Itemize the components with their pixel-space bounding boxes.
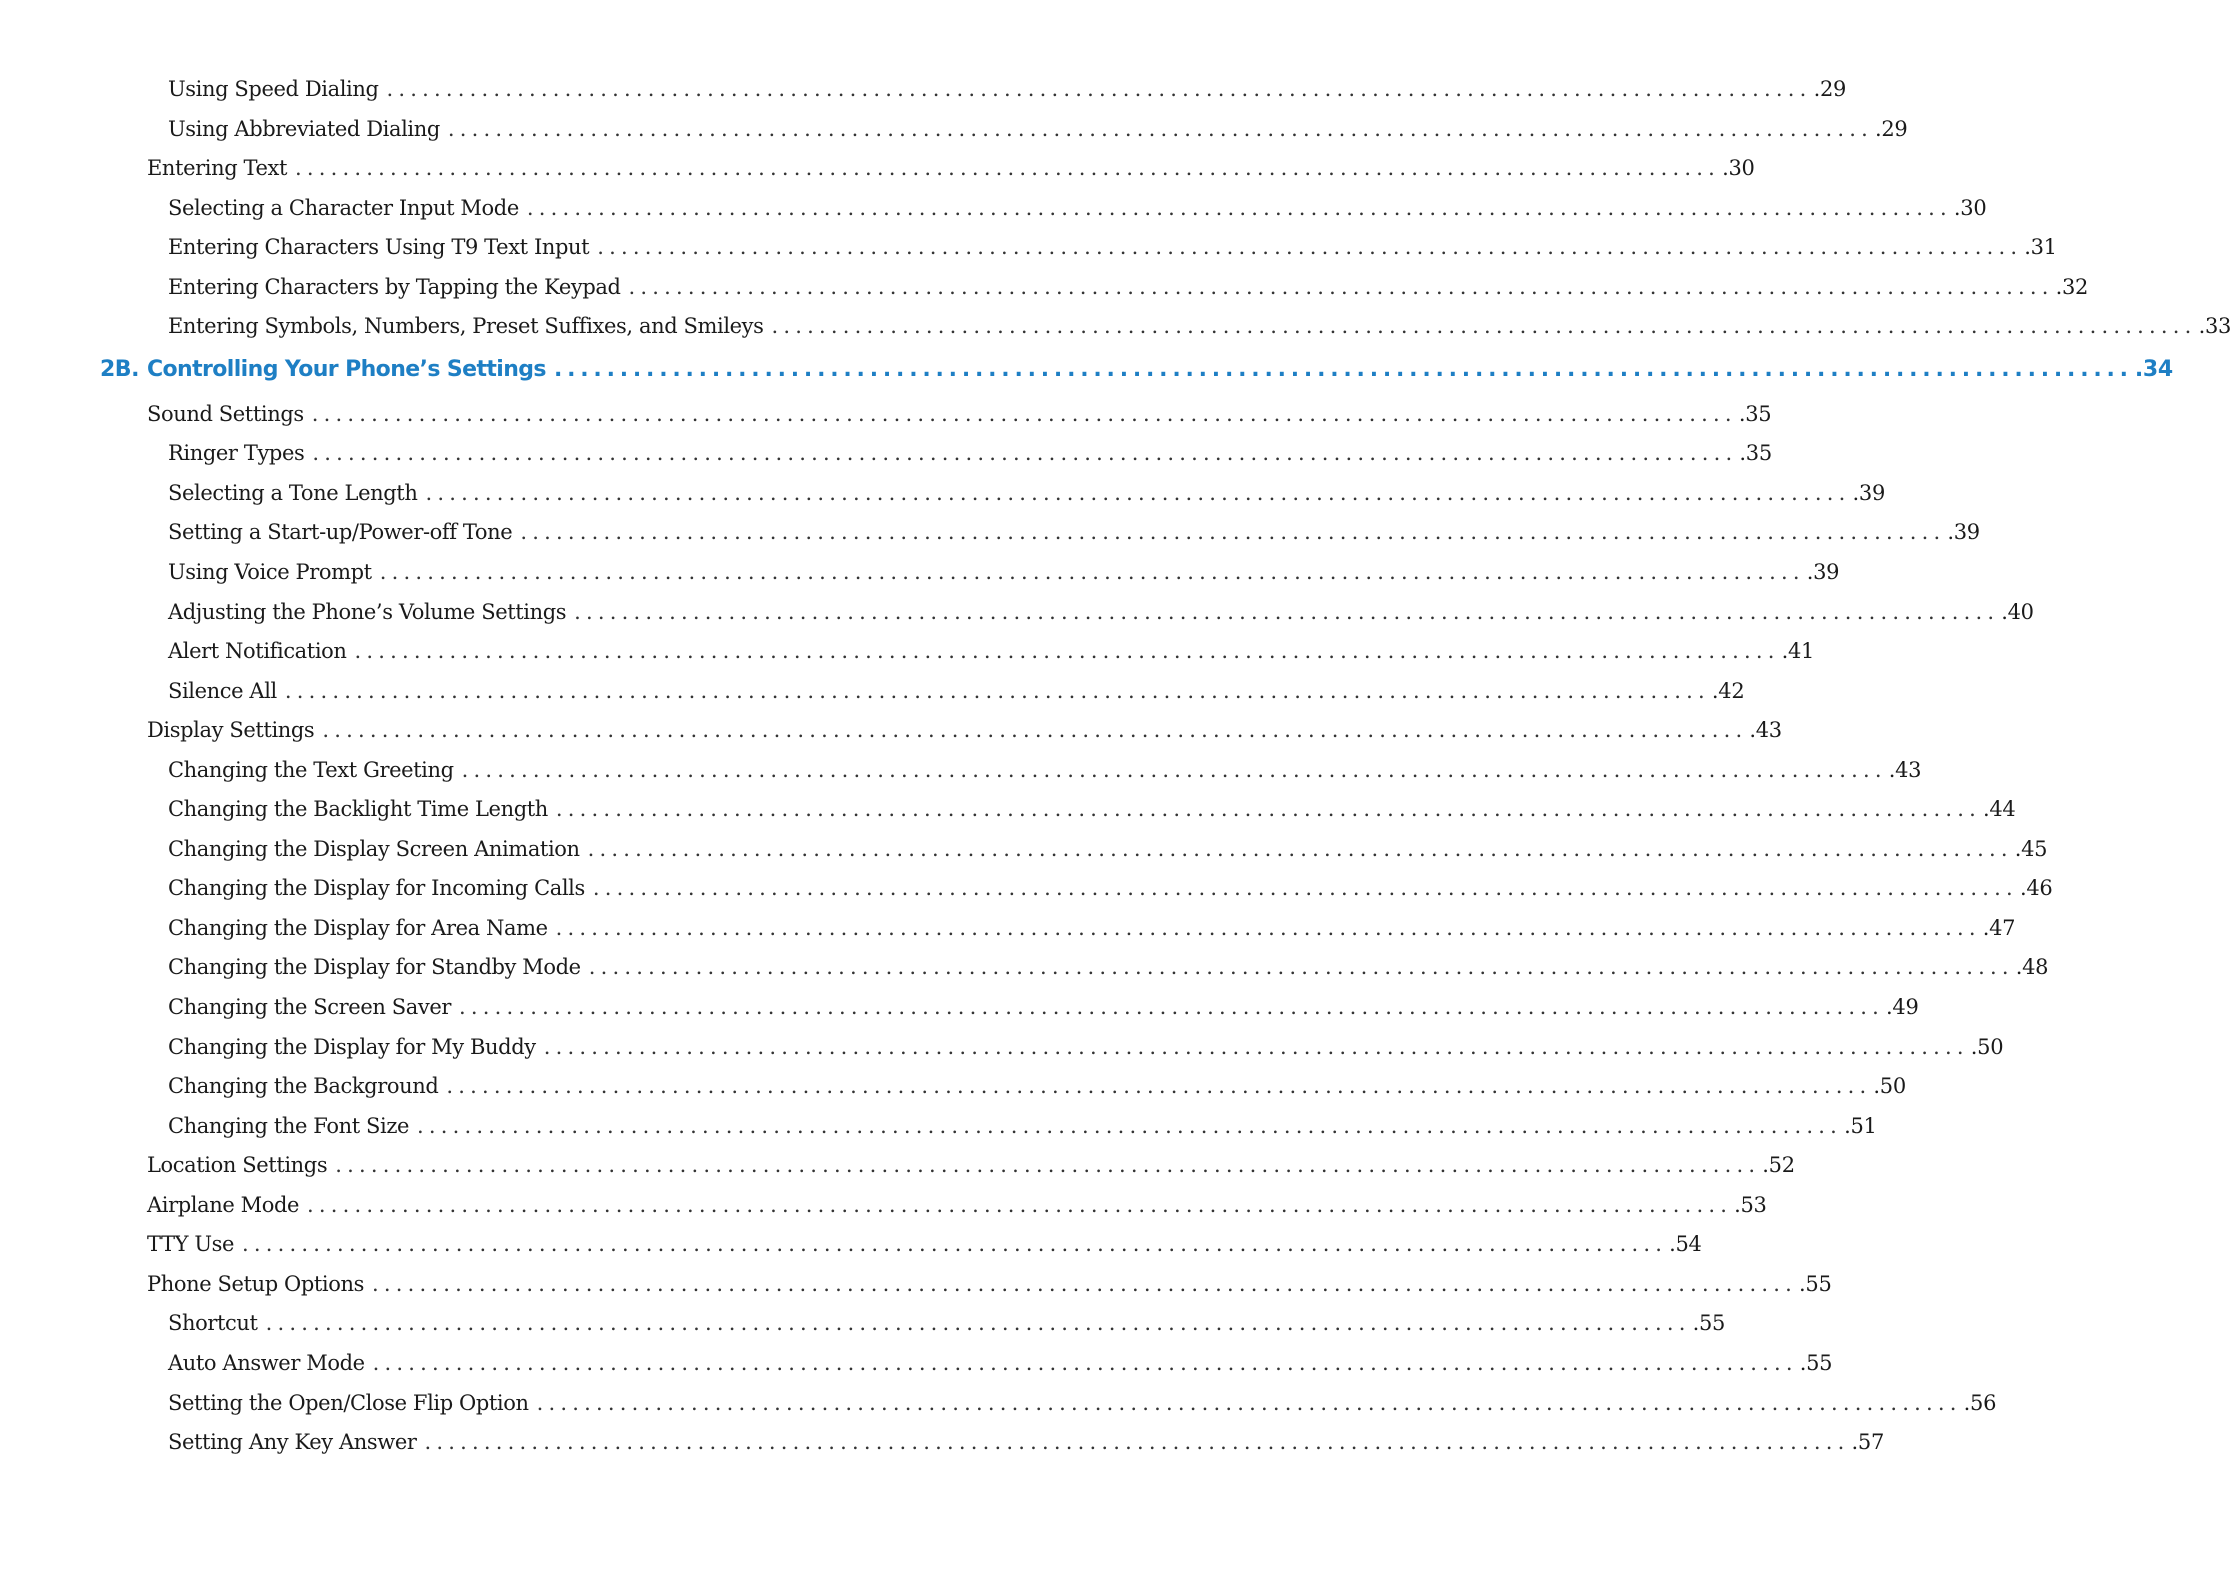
toc-page-number: .35 xyxy=(1739,441,1772,466)
toc-entry[interactable] xyxy=(0,868,2053,908)
toc-entry-title: Sound Settings xyxy=(147,401,304,426)
toc-entry-title: Using Voice Prompt xyxy=(168,560,372,585)
dot-leader: ........................................................................................................................ xyxy=(354,639,1780,664)
toc-entry-title: Location Settings xyxy=(147,1153,328,1178)
toc-entry-line xyxy=(168,1113,1877,1138)
toc-entry-title: Changing the Display for Incoming Calls xyxy=(168,876,585,901)
toc-entry[interactable] xyxy=(0,69,1847,109)
toc-entry-title: Entering Characters by Tapping the Keypad xyxy=(168,274,621,299)
dot-leader: ........................................................................................................................ xyxy=(597,235,2023,260)
toc-entry-title: Changing the Display Screen Animation xyxy=(168,836,580,861)
dot-leader: ........................................................................................................................ xyxy=(555,915,1981,940)
toc-page-number: .50 xyxy=(1873,1074,1906,1099)
dot-leader: ........................................................................................................................ xyxy=(574,599,2000,624)
dot-leader: ........................................................................................................................ xyxy=(447,116,1873,141)
toc-entry-line xyxy=(168,235,2057,260)
dot-leader: ........................................................................................................................ xyxy=(424,1430,1850,1455)
toc-page-number: .55 xyxy=(1692,1311,1726,1336)
toc-entry-line xyxy=(147,718,1782,743)
toc-page-number: .40 xyxy=(2001,599,2034,624)
toc-page-number: .56 xyxy=(1963,1390,1997,1415)
dot-leader: ........................................................................................................................ xyxy=(628,274,2054,299)
toc-entry[interactable] xyxy=(0,394,1772,434)
toc-entry-title: Setting a Start-up/Power-off Tone xyxy=(168,520,513,545)
toc-entry[interactable] xyxy=(0,148,1755,188)
toc-entry-line xyxy=(168,955,2049,980)
toc-entry-line xyxy=(168,1074,1906,1099)
toc-entry[interactable] xyxy=(0,789,2016,829)
toc-page-number: .34 xyxy=(2134,356,2173,382)
dot-leader: ........................................................................................................................ xyxy=(307,1192,1733,1217)
dot-leader: ........................................................................................................................ xyxy=(265,1311,1691,1336)
toc-entry[interactable] xyxy=(0,1185,1767,1225)
dot-leader: ........................................................................................................................ xyxy=(526,195,1952,220)
toc-entry[interactable] xyxy=(0,1224,1702,1264)
toc-page-number: .29 xyxy=(1874,116,1908,141)
toc-entry[interactable] xyxy=(0,433,1772,473)
toc-entry-title: Changing the Screen Saver xyxy=(168,995,451,1020)
toc-page-number: .49 xyxy=(1886,995,1919,1020)
toc-page-number: .51 xyxy=(1844,1113,1877,1138)
toc-entry-line xyxy=(168,639,1815,664)
dot-leader: ........................................................................................................................ xyxy=(771,314,2197,339)
toc-entry-line xyxy=(168,480,1886,505)
toc-entry-title: Phone Setup Options xyxy=(147,1271,364,1296)
chapter-title: Controlling Your Phone’s Settings xyxy=(147,356,546,382)
toc-entry[interactable] xyxy=(0,267,2089,307)
dot-leader: ........................................................................................................................ xyxy=(587,836,2013,861)
toc-entry-line xyxy=(168,560,1840,585)
toc-entry-line xyxy=(168,274,2089,299)
toc-entry-line xyxy=(168,836,2048,861)
toc-page-number: .45 xyxy=(2014,836,2048,861)
dot-leader: ........................................................................................................................ xyxy=(553,356,2133,382)
toc-page-number: .39 xyxy=(1852,480,1886,505)
toc-page-number: .43 xyxy=(1888,757,1922,782)
toc-entry[interactable] xyxy=(0,947,2049,987)
dot-leader: ........................................................................................................................ xyxy=(520,520,1946,545)
toc-entry-line xyxy=(168,876,2053,901)
toc-page-number: .55 xyxy=(1799,1271,1832,1296)
toc-entry-line xyxy=(147,401,1772,426)
toc-page-number: .39 xyxy=(1806,560,1840,585)
toc-entry-title: Auto Answer Mode xyxy=(168,1350,365,1375)
toc-page-number: .39 xyxy=(1947,520,1980,545)
toc-entry-title: Setting Any Key Answer xyxy=(168,1430,417,1455)
toc-entry-line xyxy=(168,757,1922,782)
toc-page-number: .33 xyxy=(2198,314,2231,339)
toc-entry[interactable] xyxy=(0,987,1919,1027)
toc-entry-line xyxy=(168,77,1847,101)
toc-entry-line xyxy=(168,1350,1833,1375)
toc-entry-title: Changing the Display for Standby Mode xyxy=(168,955,581,980)
dot-leader: ........................................................................................................................ xyxy=(461,757,1887,782)
toc-entry-line xyxy=(168,1034,2004,1059)
toc-entry-line xyxy=(100,356,2173,382)
toc-entry-line xyxy=(168,1430,1885,1455)
toc-entry-title: TTY Use xyxy=(147,1232,235,1257)
toc-entry-title: Shortcut xyxy=(168,1311,258,1336)
toc-entry[interactable] xyxy=(0,1303,1726,1343)
toc-page-number: .29 xyxy=(1813,77,1847,101)
toc-entry[interactable] xyxy=(0,1145,1795,1185)
dot-leader: ........................................................................................................................ xyxy=(242,1232,1668,1257)
toc-entry[interactable] xyxy=(0,306,2231,346)
dot-leader: ........................................................................................................................ xyxy=(555,797,1981,822)
toc-entry-line xyxy=(168,1390,1997,1415)
toc-entry-line xyxy=(168,116,1908,141)
toc-page-number: .46 xyxy=(2019,876,2053,901)
dot-leader: ........................................................................................................................ xyxy=(459,995,1885,1020)
toc-page-number: .43 xyxy=(1749,718,1782,743)
toc-entry-title: Using Abbreviated Dialing xyxy=(168,116,440,141)
toc-page-number: .57 xyxy=(1851,1430,1885,1455)
toc-entry-line xyxy=(168,1311,1726,1336)
toc-entry[interactable] xyxy=(0,592,2034,632)
toc-entry-line xyxy=(168,915,2016,940)
toc-entry-title: Airplane Mode xyxy=(147,1192,300,1217)
toc-page-number: .42 xyxy=(1711,678,1745,703)
toc-entry-title: Changing the Display for Area Name xyxy=(168,915,548,940)
toc-entry-title: Changing the Display for My Buddy xyxy=(168,1034,536,1059)
toc-page-number: .53 xyxy=(1734,1192,1767,1217)
toc-entry-title: Selecting a Character Input Mode xyxy=(168,195,519,220)
toc-entry[interactable] xyxy=(0,1106,1877,1146)
toc-entry-title: Setting the Open/Close Flip Option xyxy=(168,1390,529,1415)
dot-leader: ........................................................................................................................ xyxy=(446,1074,1872,1099)
toc-entry-line xyxy=(168,441,1772,466)
toc-page-number: .30 xyxy=(1722,156,1755,181)
toc-entry-title: Ringer Types xyxy=(168,441,305,466)
toc-entry[interactable] xyxy=(0,188,1987,228)
dot-leader: ........................................................................................................................ xyxy=(322,718,1748,743)
toc-entry[interactable] xyxy=(0,908,2016,948)
toc-entry-line xyxy=(168,797,2016,822)
toc-entry[interactable] xyxy=(0,109,1908,149)
toc-entry-title: Adjusting the Phone’s Volume Settings xyxy=(168,599,567,624)
toc-entry[interactable] xyxy=(0,512,1980,552)
toc-entry[interactable] xyxy=(0,1264,1832,1304)
toc-entry[interactable] xyxy=(0,227,2057,267)
toc-entry-line xyxy=(147,156,1755,181)
toc-page-number: .52 xyxy=(1762,1153,1795,1178)
toc-entry[interactable] xyxy=(0,829,2048,869)
dot-leader: ........................................................................................................................ xyxy=(284,678,1710,703)
dot-leader: ........................................................................................................................ xyxy=(372,1350,1798,1375)
toc-entry[interactable] xyxy=(0,631,1815,671)
toc-page-number: .47 xyxy=(1982,915,2016,940)
toc-entry-line xyxy=(168,599,2034,624)
toc-entry[interactable] xyxy=(0,750,1922,790)
toc-entry[interactable] xyxy=(0,1343,1833,1383)
dot-leader: ........................................................................................................................ xyxy=(417,1113,1843,1138)
dot-leader: ........................................................................................................................ xyxy=(588,955,2014,980)
toc-entry-title: Entering Symbols, Numbers, Preset Suffixes, and Smileys xyxy=(168,314,764,339)
toc-entry-title: Entering Characters Using T9 Text Input xyxy=(168,235,590,260)
toc-page-number: .41 xyxy=(1781,639,1815,664)
toc-entry-line xyxy=(168,195,1987,220)
toc-entry[interactable] xyxy=(0,473,1886,513)
table-of-contents xyxy=(0,69,2231,1462)
toc-entry-title: Changing the Backlight Time Length xyxy=(168,797,548,822)
chapter-number: 2B. xyxy=(100,356,139,382)
toc-entry-line xyxy=(168,678,1745,703)
toc-page-number: .50 xyxy=(1970,1034,2004,1059)
toc-page-number: .55 xyxy=(1799,1350,1833,1375)
toc-entry-line xyxy=(147,1192,1767,1217)
toc-page-number: .32 xyxy=(2055,274,2089,299)
toc-page-number: .54 xyxy=(1669,1232,1702,1257)
toc-entry-line xyxy=(147,1271,1832,1296)
dot-leader: ........................................................................................................................ xyxy=(592,876,2018,901)
toc-entry[interactable] xyxy=(0,1066,1906,1106)
dot-leader: ........................................................................................................................ xyxy=(543,1034,1969,1059)
toc-entry-line xyxy=(147,1232,1702,1257)
toc-entry-title: Silence All xyxy=(168,678,277,703)
toc-entry-title: Selecting a Tone Length xyxy=(168,480,418,505)
toc-entry[interactable] xyxy=(0,552,1840,592)
toc-entry-line xyxy=(147,1153,1795,1178)
toc-entry-title: Using Speed Dialing xyxy=(168,77,379,101)
dot-leader: ........................................................................................................................ xyxy=(379,560,1805,585)
toc-page-number: .35 xyxy=(1738,401,1772,426)
toc-entry[interactable] xyxy=(0,671,1745,711)
toc-page-number: .44 xyxy=(1982,797,2016,822)
dot-leader: ........................................................................................................................ xyxy=(536,1390,1962,1415)
toc-page-number: .30 xyxy=(1953,195,1987,220)
dot-leader: ........................................................................................................................ xyxy=(311,401,1737,426)
dot-leader: ........................................................................................................................ xyxy=(312,441,1738,466)
toc-entry[interactable] xyxy=(0,1422,1885,1462)
toc-page-number: .48 xyxy=(2015,955,2049,980)
toc-entry-title: Alert Notification xyxy=(168,639,347,664)
dot-leader: ........................................................................................................................ xyxy=(335,1153,1761,1178)
toc-entry[interactable] xyxy=(0,1027,2004,1067)
toc-page-number: .31 xyxy=(2024,235,2057,260)
toc-entry[interactable] xyxy=(0,710,1782,750)
dot-leader: ........................................................................................................................ xyxy=(386,77,1812,101)
toc-entry-line xyxy=(168,995,1919,1020)
toc-entry-title: Changing the Text Greeting xyxy=(168,757,454,782)
toc-entry-line xyxy=(168,520,1980,545)
toc-entry-title: Changing the Font Size xyxy=(168,1113,410,1138)
toc-entry-title: Display Settings xyxy=(147,718,315,743)
toc-entry-title: Entering Text xyxy=(147,156,288,181)
toc-entry-line xyxy=(168,314,2231,339)
dot-leader: ........................................................................................................................ xyxy=(371,1271,1798,1296)
toc-entry-title: Changing the Background xyxy=(168,1074,439,1099)
dot-leader: ........................................................................................................................ xyxy=(425,480,1851,505)
toc-entry[interactable] xyxy=(0,1383,1997,1423)
dot-leader: ........................................................................................................................ xyxy=(295,156,1721,181)
toc-chapter-heading[interactable] xyxy=(0,348,2173,394)
